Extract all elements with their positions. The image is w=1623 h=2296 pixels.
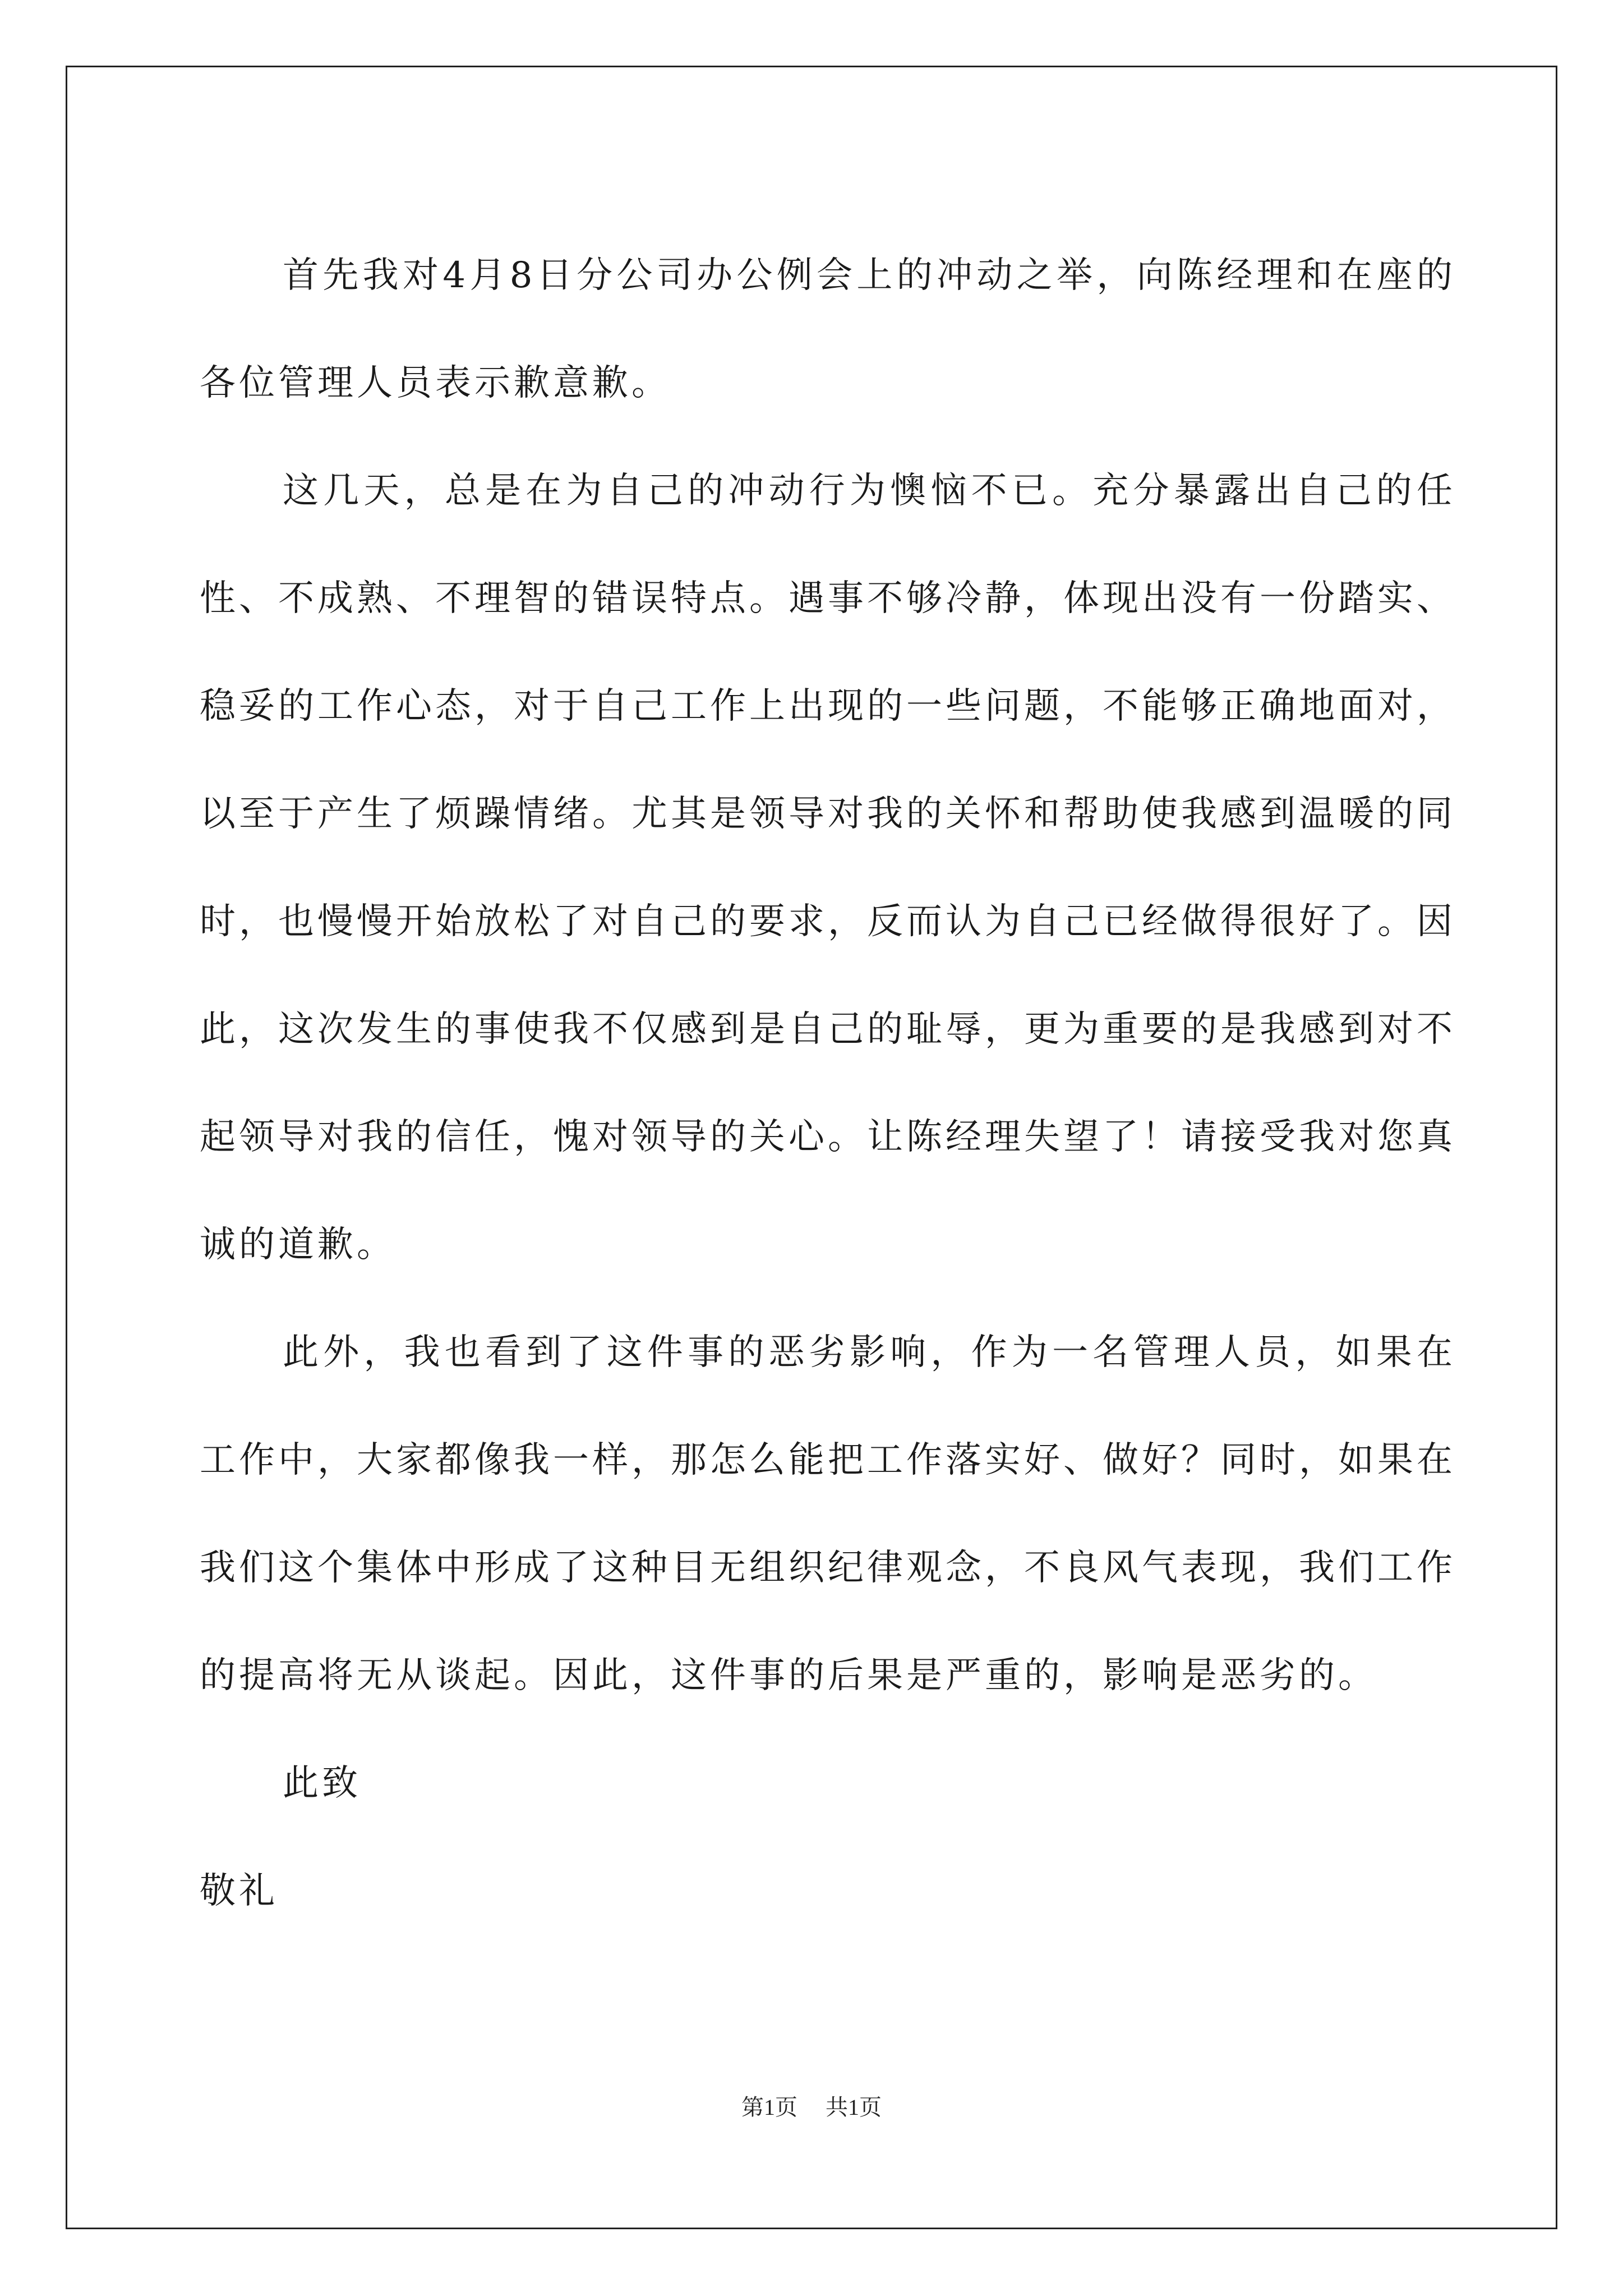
paragraph-3: 此外，我也看到了这件事的恶劣影响，作为一名管理人员，如果在工作中，大家都像我一样，那怎么能把工作落实好、做好？同时，如果在我们这个集体中形成了这种目无组织纪律观念，不良风气表现，我们工作的提高将无从谈起。因此，这件事的后果是严重的，影响是恶劣的。 [200,1332,1456,1696]
page-number-total: 共1页 [826,2095,882,2120]
paragraph-2: 这几天，总是在为自己的冲动行为懊恼不已。充分暴露出自己的任性、不成熟、不理智的错误特点。遇事不够冷静，体现出没有一份踏实、稳妥的工作心态，对于自己工作上出现的一些问题，不能够正确地面对，以至于产生了烦躁情绪。尤其是领导对我的关怀和帮助使我感到温暖的同时，也慢慢开始放松了对自己的要求，反而认为自己已经做得很好了。因此，这次发生的事使我不仅感到是自己的耻辱，更为重要的是我感到对不起领导对我的信任，愧对领导的关心。让陈经理失望了！请接受我对您真诚的道歉。 [200,470,1456,1266]
page-footer [0,2090,1623,2122]
document-body [200,222,1456,1945]
page-number-current: 第1页 [741,2095,797,2120]
closing-line: 此致 [283,1763,361,1804]
salutation-line: 敬礼 [200,1870,278,1912]
paragraph-1: 首先我对4月8日分公司办公例会上的冲动之举，向陈经理和在座的各位管理人员表示歉意歉。 [200,255,1456,404]
